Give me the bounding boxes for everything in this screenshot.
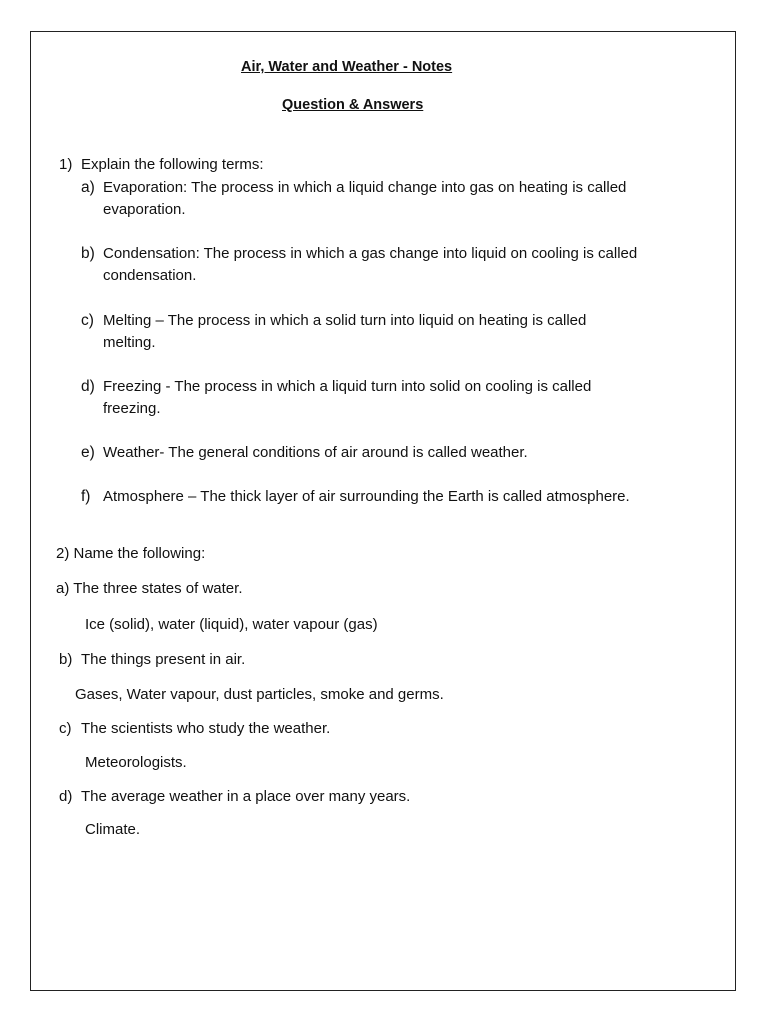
question-d-marker: d) (59, 788, 73, 805)
question-c: The scientists who study the weather. (81, 720, 331, 737)
item-d-marker: d) (81, 378, 95, 395)
answer-a: Ice (solid), water (liquid), water vapour (gas) (85, 616, 378, 633)
item-b-marker: b) (81, 245, 95, 262)
section1-heading: Explain the following terms: (81, 156, 264, 173)
answer-b: Gases, Water vapour, dust particles, smoke and germs. (75, 686, 444, 703)
item-a-line1: Evaporation: The process in which a liquid change into gas on heating is called (103, 179, 627, 196)
item-d-line2: freezing. (103, 400, 161, 417)
item-b-line1: Condensation: The process in which a gas change into liquid on cooling is called (103, 245, 638, 262)
item-d-line1: Freezing - The process in which a liquid turn into solid on cooling is called (103, 378, 592, 395)
section1-number: 1) (59, 156, 73, 173)
item-f-marker: f) (81, 488, 91, 505)
section2-heading: 2) Name the following: (56, 545, 206, 562)
item-f-line1: Atmosphere – The thick layer of air surrounding the Earth is called atmosphere. (103, 488, 630, 505)
question-b-marker: b) (59, 651, 73, 668)
answer-d: Climate. (85, 821, 141, 838)
item-a-line2: evaporation. (103, 201, 186, 218)
question-b: The things present in air. (81, 651, 246, 668)
answer-c: Meteorologists. (85, 754, 187, 771)
question-d: The average weather in a place over many years. (81, 788, 411, 805)
item-e-line1: Weather- The general conditions of air around is called weather. (103, 444, 528, 461)
item-c-line2: melting. (103, 334, 156, 351)
item-e-marker: e) (81, 444, 95, 461)
item-b-line2: condensation. (103, 267, 197, 284)
question-c-marker: c) (59, 720, 72, 737)
item-c-marker: c) (81, 312, 94, 329)
document-subtitle: Question & Answers (282, 97, 424, 113)
question-a: a) The three states of water. (56, 580, 243, 597)
item-a-marker: a) (81, 179, 95, 196)
item-c-line1: Melting – The process in which a solid turn into liquid on heating is called (103, 312, 587, 329)
document-title: Air, Water and Weather - Notes (241, 59, 453, 75)
